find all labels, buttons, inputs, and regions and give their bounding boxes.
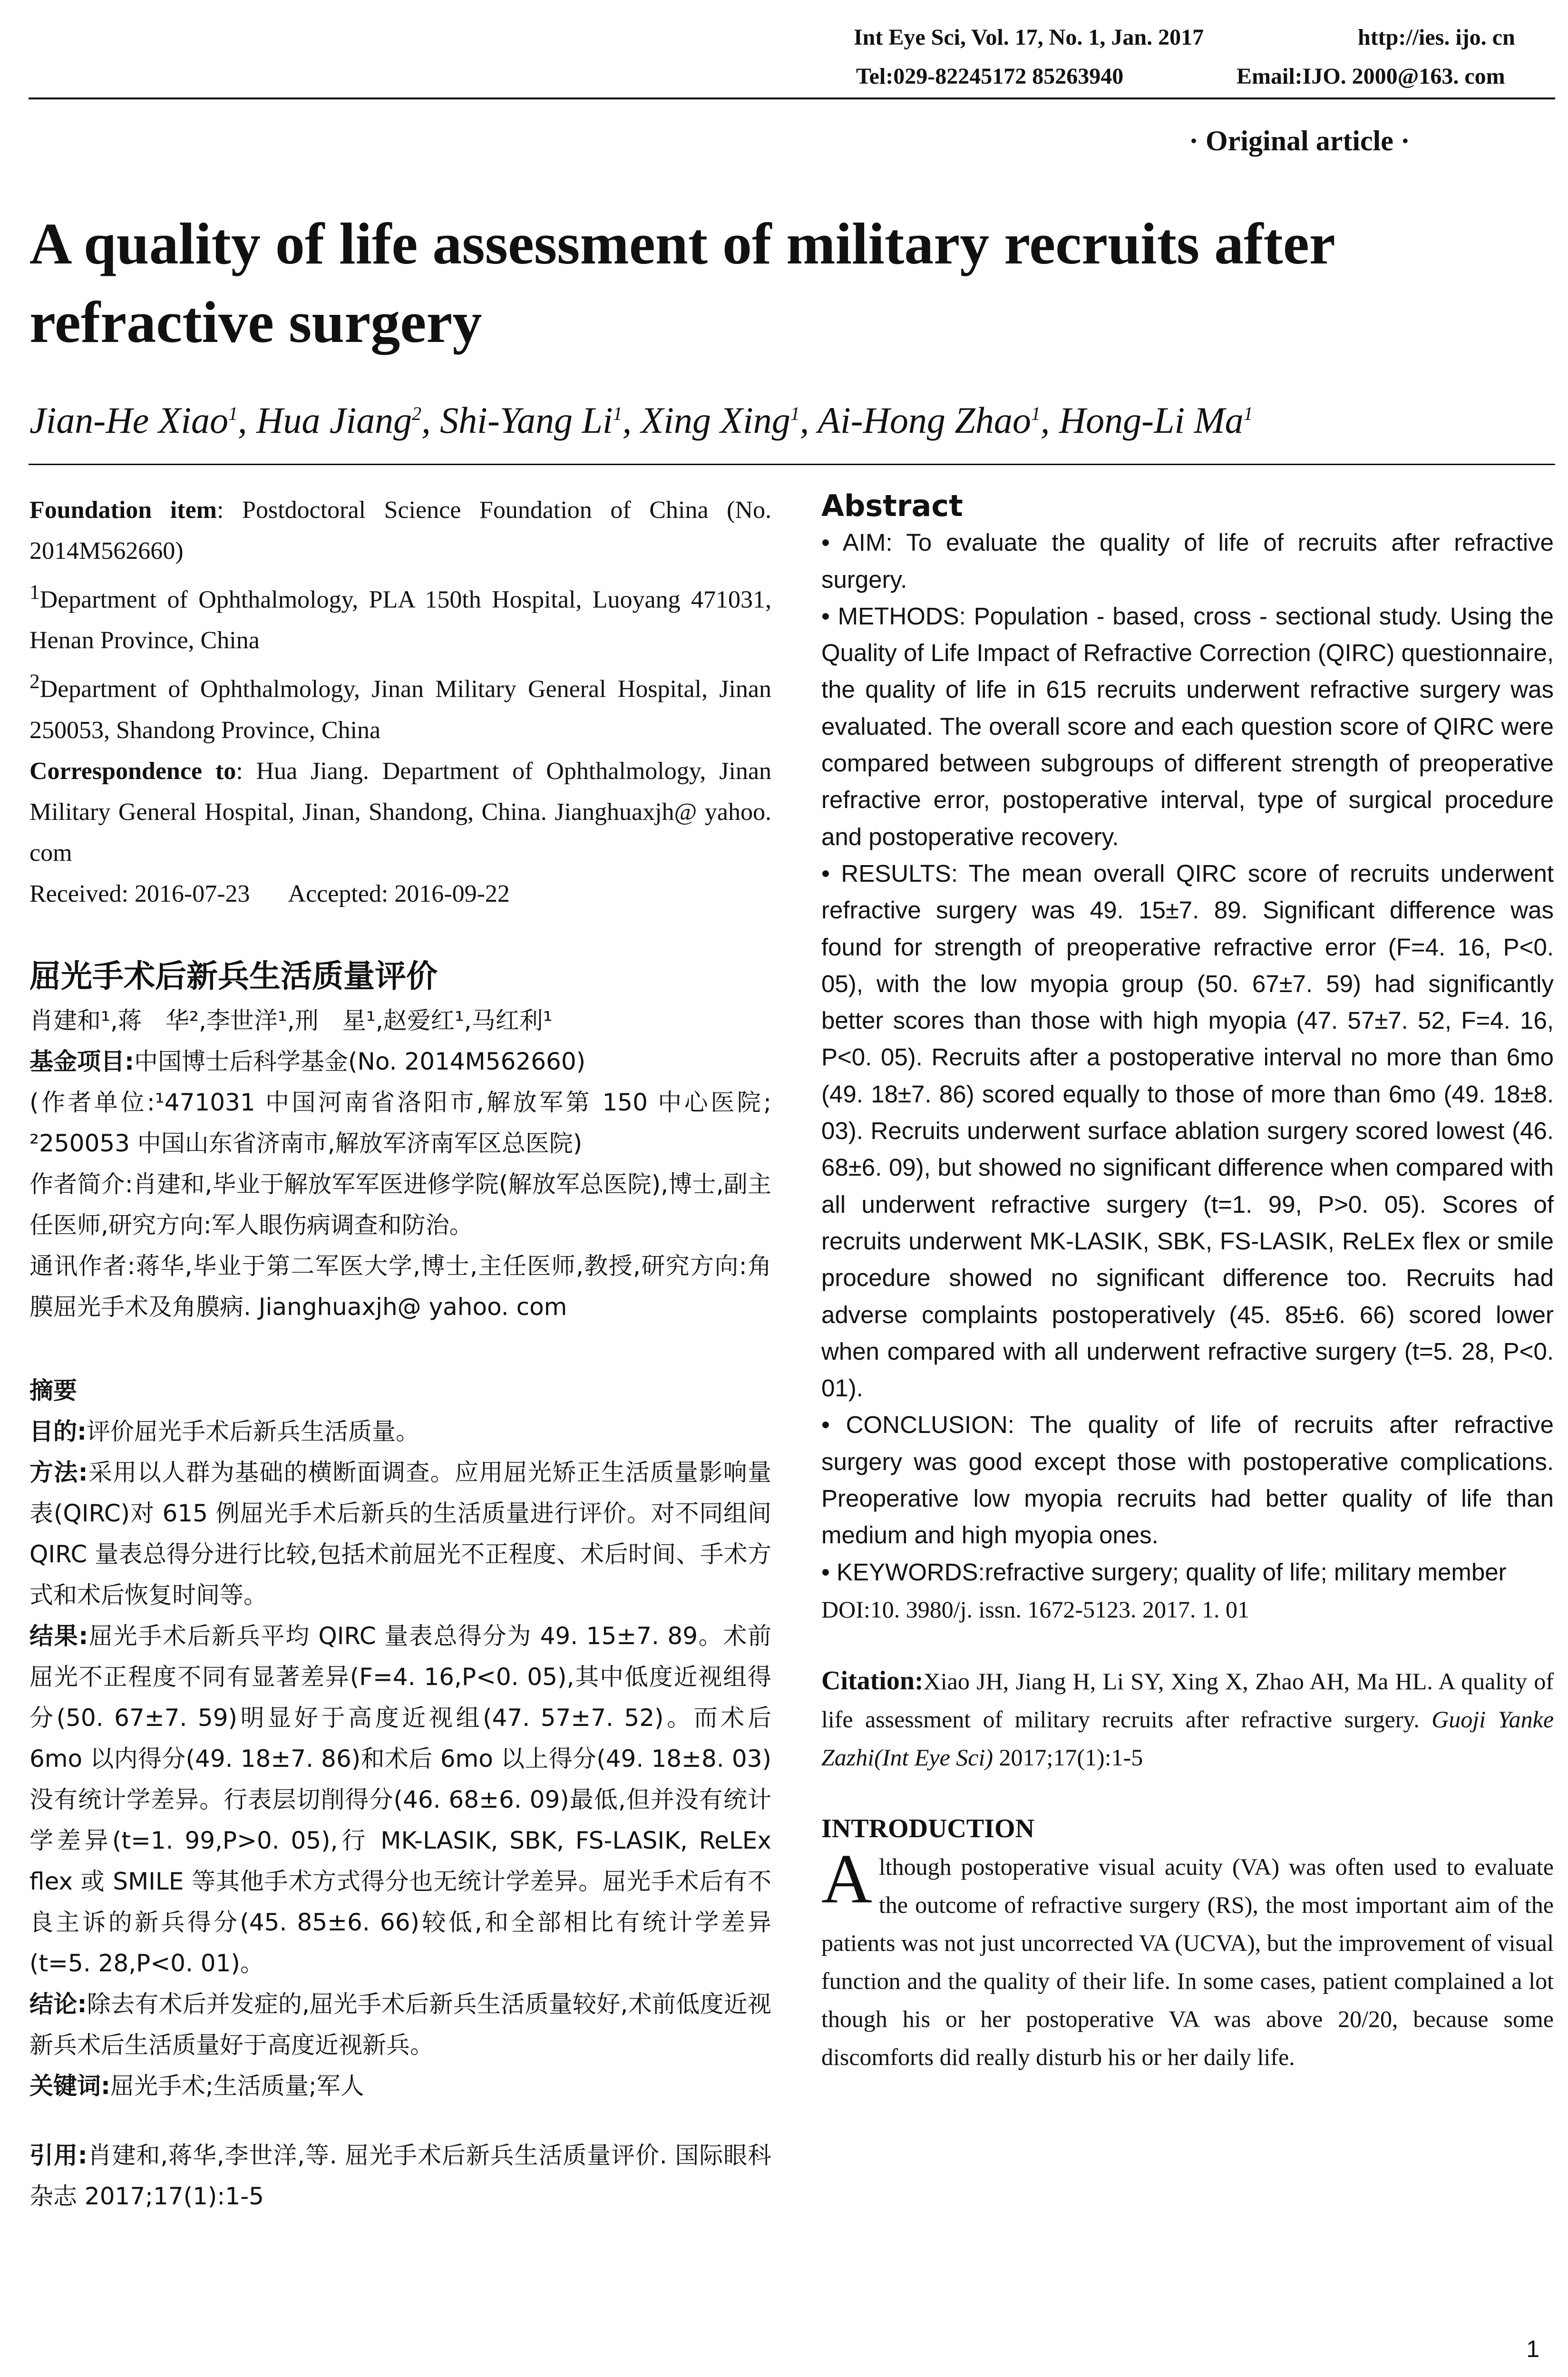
zh-authors: 肖建和¹,蒋 华²,李世洋¹,刑 星¹,赵爱红¹,马红利¹ [29,1006,553,1034]
abstract-keywords: • KEYWORDS:refractive surgery; quality of life; military member [821,1558,1507,1586]
zh-methods: 方法:采用以人群为基础的横断面调查。应用屈光矫正生活质量影响量表(QIRC)对 615 例屈光手术后新兵的生活质量进行评价。对不同组间 QIRC 量表总得分进行比较,包括术前屈光不正程度、术后时间、手术方式和术后恢复时间等。 [29,1458,772,1609]
header-rule [29,97,1555,99]
zh-corr: 通讯作者:蒋华,毕业于第二军医大学,博士,主任医师,教授,研究方向:角膜屈光手术及角膜病. Jianghuaxjh@ yahoo. com [29,1252,771,1321]
foundation-item: Foundation item: Postdoctoral Science Foundation of China (No. 2014M562660) [29,497,772,565]
author: Hong-Li Ma$^1$ [1059,399,1253,441]
zh-fund: 基金项目:中国博士后科学基金(No. 2014M562660) [29,1047,586,1075]
abstract-conclusion: • CONCLUSION: The quality of life of recruits after refractive surgery was good except those with postoperative complications. Preoperative low myopia recruits had better quality of life than medium and high myopia ones. [821,1411,1554,1549]
journal-tel: Tel:029-82245172 85263940 [856,64,1124,89]
zh-title: 屈光手术后新兵生活质量评价 [29,957,438,994]
author: Xing Xing$^1$ [641,399,800,441]
authors-rule [29,464,1555,465]
introduction-heading: INTRODUCTION [821,1813,1035,1843]
right-column [821,487,1554,2076]
zh-units: (作者单位:¹471031 中国河南省洛阳市,解放军第 150 中心医院; ²250053 中国山东省济南市,解放军济南军区总医院) [29,1088,771,1157]
affiliation-2: $^2$Department of Ophthalmology, Jinan Military General Hospital, Jinan 250053, Shandong Province, China [29,670,771,744]
author: Ai-Hong Zhao$^1$ [818,399,1041,441]
correspondence: Correspondence to: Hua Jiang. Department of Ophthalmology, Jinan Military General Hospital, Jinan, Shandong, China. Jianghuaxjh@ yahoo. com [29,757,772,867]
dates: Received: 2016-07-23 Accepted: 2016-09-22 [29,880,510,907]
citation: Citation:Xiao JH, Jiang H, Li SY, Xing X, Zhao AH, Ma HL. A quality of life assessment of military recruits after refractive surgery. Guoji Yanke Zazhi(Int Eye Sci) 2017;17(1):1-5 [821,1666,1554,1771]
journal-email[interactable]: Email:IJO. 2000@163. com [1237,64,1505,89]
author: Hua Jiang$^2$ [256,399,422,441]
zh-aim: 目的:评价屈光手术后新兵生活质量。 [29,1417,419,1445]
doi[interactable]: DOI:10. 3980/j. issn. 1672-5123. 2017. 1. 01 [821,1596,1249,1623]
author: Jian-He Xiao$^1$ [29,399,238,441]
affiliation-1: $^1$Department of Ophthalmology, PLA 150th Hospital, Luoyang 471031, Henan Province, China [29,581,771,654]
zh-results: 结果:屈光手术后新兵平均 QIRC 量表总得分为 49. 15±7. 89。术前屈光不正程度不同有显著差异(F=4. 16,P<0. 05),其中低度近视组得分(50. 67±7. 59)明显好于高度近视组(47. 57±7. 52)。而术后 6mo 以内得分(49. 18±7. 86)和术后 6mo 以上得分(49. 18±8. 03)没有统计学差异。行表层切削得分(46. 68±6. 09)最低,但并没有统计学差异(t=1. 99,P>0. 05),行 MK-LASIK, SBK, FS-LASIK, ReLEx flex 或 SMILE 等其他手术方式得分也无统计学差异。屈光手术后有不良主诉的新兵得分(45. 85±6. 66)较低,和全部相比有统计学差异(t=5. 28,P<0. 01)。 [29,1622,771,1977]
zh-bio: 作者简介:肖建和,毕业于解放军军医进修学院(解放军总医院),博士,副主任医师,研究方向:军人眼伤病调查和防治。 [29,1170,771,1239]
article-title: A quality of life assessment of military recruits after refractive surgery [29,211,1334,355]
page-number: 1 [1526,2336,1539,2362]
article-type: · Original article · [1189,125,1410,156]
author-list: Jian-He Xiao$^1$, Hua Jiang$^2$, Shi-Yang Li$^1$, Xing Xing$^1$, Ai-Hong Zhao$^1$, Hong-Li Ma$^1$ [29,399,1253,441]
abstract-aim: • AIM: To evaluate the quality of life of recruits after refractive surgery. [821,529,1554,593]
introduction-text: Although postoperative visual acuity (VA) was often used to evaluate the outcome of refractive surgery (RS), the most important aim of the patients was not just uncorrected VA (UCVA), but the improvement of visual function and the quality of their life. In some cases, patient complained a lot though his or her postoperative VA was above 20/20, because some discomforts did really disturb his or her daily life. [821,1840,1554,2070]
zh-citation: 引用:肖建和,蒋华,李世洋,等. 屈光手术后新兵生活质量评价. 国际眼科杂志 2017;17(1):1-5 [29,2141,771,2210]
journal-info: Int Eye Sci, Vol. 17, No. 1, Jan. 2017 [854,25,1204,50]
abstract-methods: • METHODS: Population - based, cross - sectional study. Using the Quality of Life Impact of Refractive Correction (QIRC) questionnaire, the quality of life in 615 recruits underwent refractive surgery was evaluated. The overall score and each question score of QIRC were compared between subgroups of different strength of preoperative refractive error, postoperative interval, type of surgical procedure and postoperative recovery. [821,602,1554,850]
journal-url[interactable]: http://ies. ijo. cn [1358,25,1515,50]
abstract-heading: Abstract [821,488,963,523]
author: Shi-Yang Li$^1$ [440,399,623,441]
left-column [29,490,771,2217]
drop-cap: A [821,1840,872,1918]
zh-keywords: 关键词:屈光手术;生活质量;军人 [29,2072,364,2100]
zh-abstract-heading: 摘要 [29,1376,77,1404]
zh-conclusion: 结论:除去有术后并发症的,屈光手术后新兵生活质量较好,术前低度近视新兵术后生活质量好于高度近视新兵。 [29,1990,771,2059]
abstract-results: • RESULTS: The mean overall QIRC score of recruits underwent refractive surgery was 49. 15±7. 89. Significant difference was found for strength of preoperative refractive error (F=4. 16, P<0. 05), with the low myopia group (50. 67±7. 59) had significantly better scores than those with high myopia (47. 57±7. 52, F=4. 16, P<0. 05). Recruits after a postoperative interval no more than 6mo (49. 18±7. 86) scored equally to those of more than 6mo (49. 18±8. 03). Recruits underwent surface ablation surgery scored lowest (46. 68±6. 09), but showed no significant difference when compared with all underwent refractive surgery (t=1. 99, P>0. 05). Scores of recruits underwent MK-LASIK, SBK, FS-LASIK, ReLEx flex or smile procedure showed no significant difference too. Recruits had adverse complaints postoperatively (45. 85±6. 66) scored lower when compared with all underwent refractive surgery (t=5. 28, P<0. 01). [821,859,1554,1402]
